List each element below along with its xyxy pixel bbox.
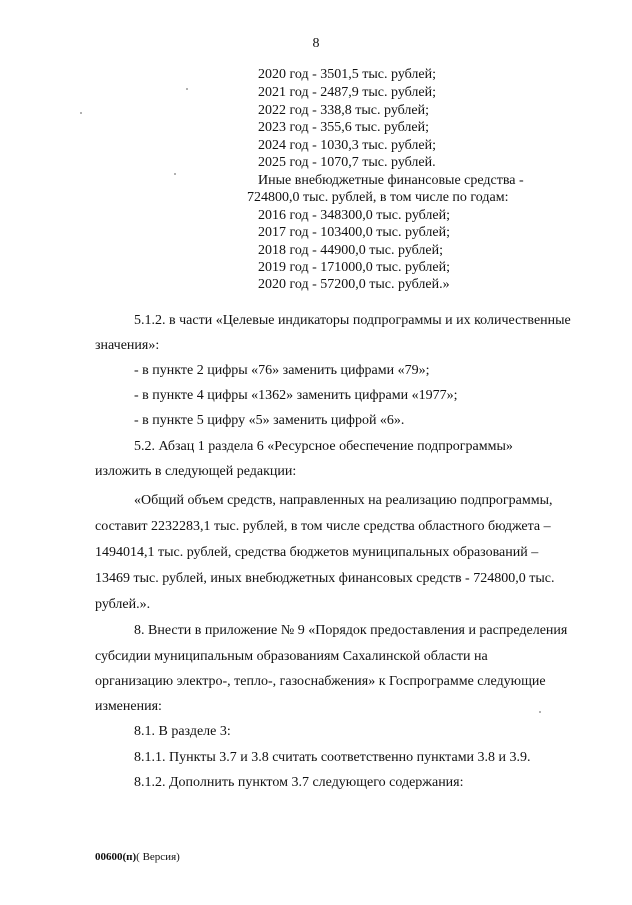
list-item: - в пункте 2 цифры «76» заменить цифрами «79»; — [134, 363, 430, 378]
document-code: 00600(п) — [95, 851, 137, 863]
scan-speck — [539, 711, 541, 713]
quote-line: составит 2232283,1 тыс. рублей, в том числе средства областного бюджета – — [95, 519, 551, 534]
funding-year-line: 2017 год - 103400,0 тыс. рублей; — [258, 225, 451, 240]
paragraph-line: субсидии муниципальным образованиям Сахалинской области на — [95, 649, 488, 664]
quote-line: «Общий объем средств, направленных на реализацию подпрограммы, — [134, 493, 553, 508]
funding-year-line: 2016 год - 348300,0 тыс. рублей; — [258, 208, 451, 223]
funding-year-line: 2019 год - 171000,0 тыс. рублей; — [258, 260, 451, 275]
paragraph-line: значения»: — [95, 338, 160, 353]
list-item: - в пункте 4 цифры «1362» заменить цифрами «1977»; — [134, 388, 458, 403]
paragraph-line: 5.1.2. в части «Целевые индикаторы подпрограммы и их количественные — [134, 313, 571, 328]
funding-year-line: 2020 год - 57200,0 тыс. рублей.» — [258, 277, 450, 292]
other-funds-line: Иные внебюджетные финансовые средства - — [258, 173, 524, 188]
document-footer — [95, 851, 180, 863]
quote-line: рублей.». — [95, 597, 151, 612]
paragraph-line: изложить в следующей редакции: — [95, 464, 297, 479]
other-funds-line: 724800,0 тыс. рублей, в том числе по годам: — [247, 190, 509, 205]
scan-speck — [80, 112, 82, 114]
funding-year-line: 2024 год - 1030,3 тыс. рублей; — [258, 138, 437, 153]
page-number: 8 — [312, 36, 320, 51]
paragraph-line: 8.1.1. Пункты 3.7 и 3.8 считать соответственно пунктами 3.8 и 3.9. — [134, 750, 531, 765]
funding-year-line: 2021 год - 2487,9 тыс. рублей; — [258, 85, 437, 100]
list-item: - в пункте 5 цифру «5» заменить цифрой «6». — [134, 413, 405, 428]
funding-year-line: 2020 год - 3501,5 тыс. рублей; — [258, 67, 437, 82]
funding-year-line: 2023 год - 355,6 тыс. рублей; — [258, 120, 430, 135]
paragraph-line: изменения: — [95, 699, 162, 714]
funding-year-line: 2018 год - 44900,0 тыс. рублей; — [258, 243, 444, 258]
quote-line: 1494014,1 тыс. рублей, средства бюджетов муниципальных образований – — [95, 545, 539, 560]
paragraph-line: 8. Внести в приложение № 9 «Порядок предоставления и распределения — [134, 623, 568, 638]
document-version: ( Версия) — [136, 851, 180, 863]
scan-speck — [174, 173, 176, 175]
funding-year-line: 2022 год - 338,8 тыс. рублей; — [258, 103, 430, 118]
paragraph-line: организацию электро-, тепло-, газоснабжения» к Госпрограмме следующие — [95, 674, 546, 689]
paragraph-line: 5.2. Абзац 1 раздела 6 «Ресурсное обеспечение подпрограммы» — [134, 439, 513, 454]
quote-line: 13469 тыс. рублей, иных внебюджетных финансовых средств - 724800,0 тыс. — [95, 571, 555, 586]
paragraph-line: 8.1.2. Дополнить пунктом 3.7 следующего содержания: — [134, 775, 464, 790]
paragraph-line: 8.1. В разделе 3: — [134, 724, 231, 739]
funding-year-line: 2025 год - 1070,7 тыс. рублей. — [258, 155, 436, 170]
scan-speck — [186, 88, 188, 90]
